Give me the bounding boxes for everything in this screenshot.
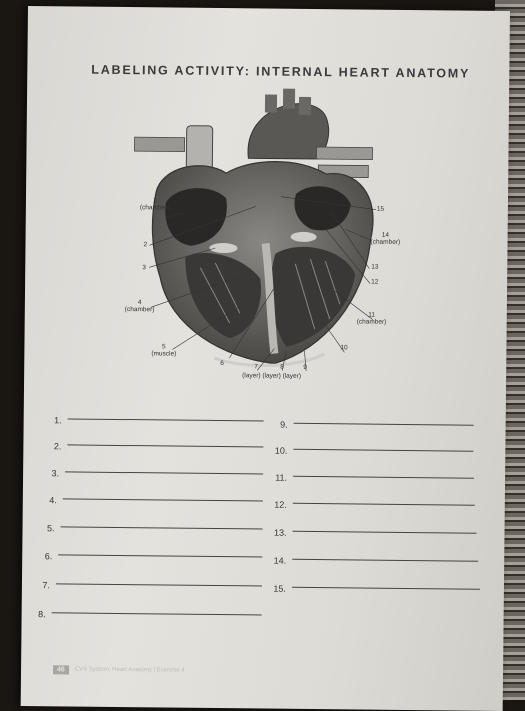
answer-line-11[interactable]: 11. [293,476,474,479]
diagram-label-2: 2 [143,241,148,249]
diagram-label-14: 14 (chamber) [370,231,401,246]
artery-branch-3 [299,97,311,115]
page-footer [53,663,185,676]
diagram-label-3: 3 [142,264,146,272]
answer-line-3[interactable]: 3. [65,471,263,474]
answer-line-6[interactable]: 6. [58,554,262,557]
artery-branch-1 [265,94,277,112]
answer-line-14[interactable]: 14. [292,559,478,562]
layer-labels: (layer) (layer) (layer) [242,372,302,380]
pulmonary-vein-right-1 [316,147,372,160]
heart-diagram [24,6,510,411]
answer-line-9[interactable]: 9. [294,423,474,426]
artery-branch-2 [283,89,295,109]
answer-line-15[interactable]: 15. [292,587,480,590]
worksheet-page [21,6,510,711]
answer-line-7[interactable]: 7. [56,583,262,586]
diagram-label-7: 7 [254,363,258,371]
answer-line-10[interactable]: 10. [293,449,473,452]
diagram-label-9: 9 [303,363,307,371]
footer-text: CVS System: Heart Anatomy | Exercise 4 [74,666,185,674]
answer-line-8[interactable]: 8. [52,612,262,615]
diagram-label-15: 15 [376,205,385,213]
answer-line-2[interactable]: 2. [67,444,263,447]
page-number: 46 [53,665,69,674]
diagram-label-5: 5 (muscle) [151,343,177,358]
answer-line-1[interactable]: 1. [68,418,264,421]
diagram-label-8: 8 [280,363,284,371]
diagram-label-12: 12 [371,278,379,286]
answer-line-13[interactable]: 13. [293,531,477,534]
answer-line-12[interactable]: 12. [293,503,475,506]
diagram-label-4: 4 (chamber) [124,299,155,314]
pulmonary-vein-left [134,137,184,152]
answer-line-5[interactable]: 5. [61,526,263,529]
diagram-label-6: 6 [220,360,224,368]
diagram-label-13: 13 [371,263,379,271]
page-title: LABELING ACTIVITY: INTERNAL HEART ANATOMY [91,62,471,81]
diagram-label-10: 10 [340,344,348,352]
diagram-label-11: 11 (chamber) [356,311,387,326]
answer-line-4[interactable]: 4. [63,498,263,501]
diagram-label-1: 1 (chamber) [139,197,170,212]
